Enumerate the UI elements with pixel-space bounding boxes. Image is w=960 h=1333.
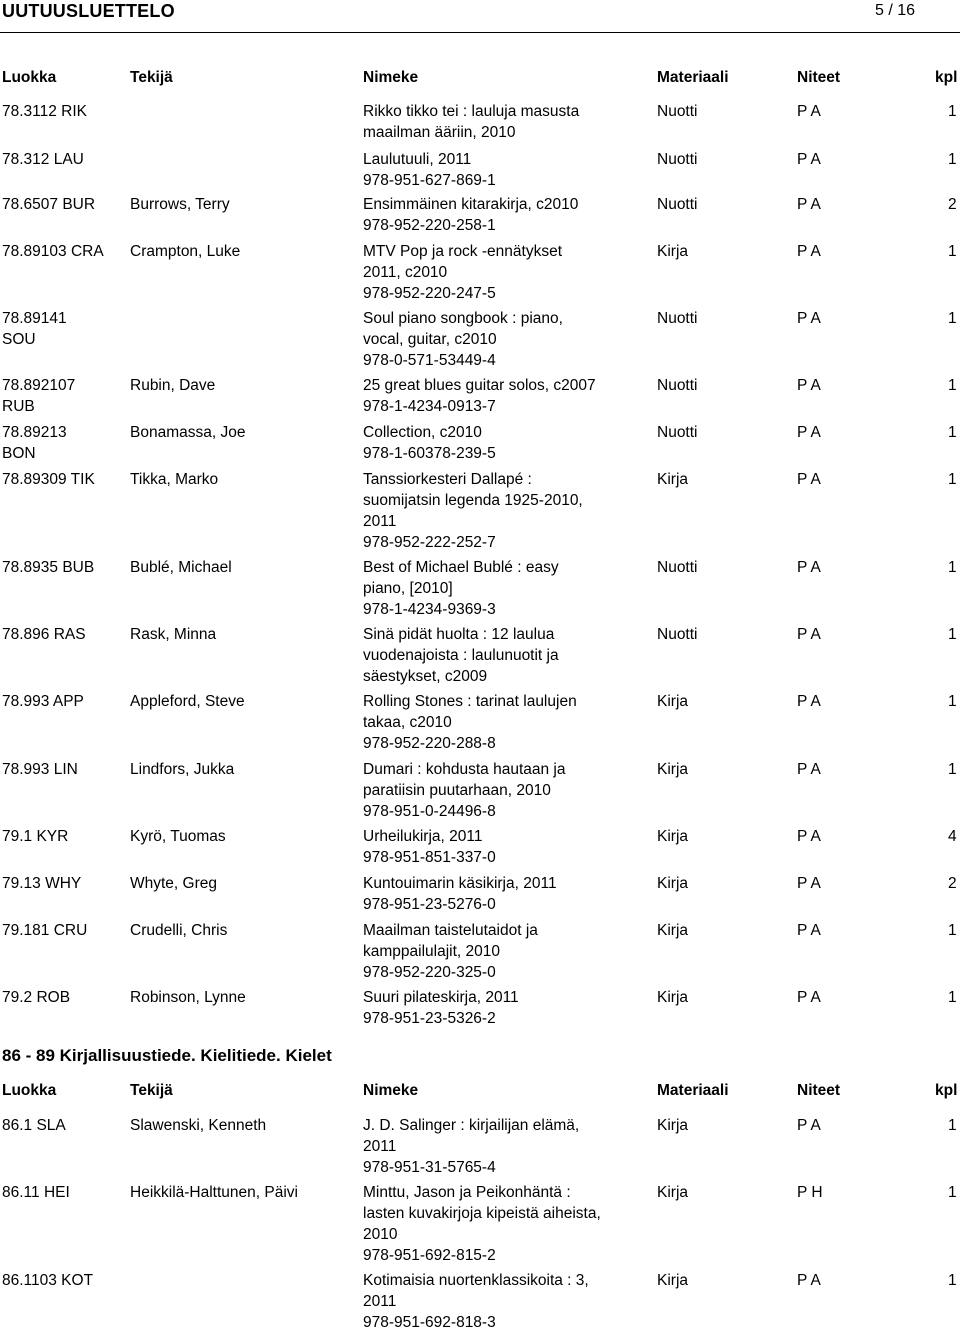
page-number: 5 / 16 xyxy=(874,2,915,19)
author: Slawenski, Kenneth xyxy=(130,1117,267,1134)
copy-count: 1 xyxy=(948,559,957,576)
class-code-line: 86.11 HEI xyxy=(2,1184,70,1201)
class-code-line: 78.993 LIN xyxy=(2,761,78,778)
title-isbn-line: 978-1-60378-239-5 xyxy=(363,445,496,462)
title-isbn xyxy=(363,826,496,868)
material-type: Nuotti xyxy=(657,626,698,643)
class-code xyxy=(2,920,87,941)
class-code xyxy=(2,308,67,350)
title-isbn-line: 978-1-4234-0913-7 xyxy=(363,398,496,415)
title-isbn-line: piano, [2010] xyxy=(363,580,453,597)
author: Kyrö, Tuomas xyxy=(130,828,226,845)
class-code-line: 78.8935 BUB xyxy=(2,559,95,576)
copy-count: 4 xyxy=(948,828,957,845)
title-isbn-line: 978-951-851-337-0 xyxy=(363,849,496,866)
column-header-nimeke: Nimeke xyxy=(363,69,419,86)
title-isbn-line: Rolling Stones : tarinat laulujen xyxy=(363,693,577,710)
title-isbn-line: 978-951-0-24496-8 xyxy=(363,803,496,820)
class-code-line: 78.89309 TIK xyxy=(2,471,95,488)
material-type: Kirja xyxy=(657,828,689,845)
title-isbn-line: Maailman taistelutaidot ja xyxy=(363,922,538,939)
material-type: Kirja xyxy=(657,1272,689,1289)
title-isbn-line: suomijatsin legenda 1925-2010, xyxy=(363,492,583,509)
copy-count: 1 xyxy=(948,1117,957,1134)
title-isbn xyxy=(363,1270,589,1333)
class-code xyxy=(2,101,87,122)
copy-count: 1 xyxy=(948,424,957,441)
copies-location: P A xyxy=(797,151,821,168)
material-type: Nuotti xyxy=(657,377,698,394)
copy-count: 2 xyxy=(948,875,957,892)
author: Whyte, Greg xyxy=(130,875,217,892)
class-code-line: 78.89213 xyxy=(2,424,67,441)
title-isbn-line: 978-1-4234-9369-3 xyxy=(363,601,496,618)
title-isbn-line: Laulutuuli, 2011 xyxy=(363,151,472,168)
copy-count: 1 xyxy=(948,761,957,778)
copies-location: P A xyxy=(797,922,821,939)
title-isbn-line: 978-951-23-5276-0 xyxy=(363,896,496,913)
title-isbn-line: Best of Michael Bublé : easy xyxy=(363,559,559,576)
document-title: UUTUUSLUETTELO xyxy=(2,1,175,21)
copies-location: P A xyxy=(797,103,821,120)
material-type: Kirja xyxy=(657,989,689,1006)
title-isbn-line: Suuri pilateskirja, 2011 xyxy=(363,989,519,1006)
copies-location: P A xyxy=(797,1272,821,1289)
class-code xyxy=(2,375,75,417)
class-code xyxy=(2,1270,93,1291)
class-code-line: 78.3112 RIK xyxy=(2,103,88,120)
title-isbn xyxy=(363,624,559,687)
copies-location: P A xyxy=(797,1117,821,1134)
material-type: Kirja xyxy=(657,471,689,488)
copies-location: P A xyxy=(797,828,821,845)
copies-location: P H xyxy=(797,1184,823,1201)
copy-count: 1 xyxy=(948,1184,957,1201)
material-type: Kirja xyxy=(657,1117,689,1134)
author: Tikka, Marko xyxy=(130,471,219,488)
copies-location: P A xyxy=(797,761,821,778)
class-code-line: 86.1103 KOT xyxy=(2,1272,94,1289)
class-code-line: 78.6507 BUR xyxy=(2,196,96,213)
title-isbn-line: Urheilukirja, 2011 xyxy=(363,828,483,845)
copies-location: P A xyxy=(797,243,821,260)
title-isbn-line: 978-952-220-247-5 xyxy=(363,285,496,302)
title-isbn xyxy=(363,987,519,1029)
title-isbn-line: maailman ääriin, 2010 xyxy=(363,124,516,141)
material-type: Kirja xyxy=(657,1184,689,1201)
copy-count: 1 xyxy=(948,626,957,643)
column-header-niteet: Niteet xyxy=(797,1082,841,1099)
title-isbn-line: MTV Pop ja rock -ennätykset xyxy=(363,243,562,260)
title-isbn-line: 2011 xyxy=(363,1138,397,1155)
column-header-kpl: kpl xyxy=(935,1082,958,1099)
title-isbn-line: Minttu, Jason ja Peikonhäntä : xyxy=(363,1184,571,1201)
class-code-line: 79.2 ROB xyxy=(2,989,71,1006)
title-isbn-line: Ensimmäinen kitarakirja, c2010 xyxy=(363,196,579,213)
title-isbn-line: Kotimaisia nuortenklassikoita : 3, xyxy=(363,1272,589,1289)
class-code xyxy=(2,241,104,262)
column-header-row xyxy=(0,69,960,91)
title-isbn-line: 978-951-692-815-2 xyxy=(363,1247,496,1264)
title-isbn-line: kamppailulajit, 2010 xyxy=(363,943,501,960)
material-type: Nuotti xyxy=(657,424,698,441)
title-isbn-line: 2011 xyxy=(363,513,397,530)
author: Bublé, Michael xyxy=(130,559,232,576)
class-code-line: 78.892107 xyxy=(2,377,76,394)
title-isbn xyxy=(363,557,559,620)
title-isbn-line: Kuntouimarin käsikirja, 2011 xyxy=(363,875,557,892)
author: Rask, Minna xyxy=(130,626,217,643)
title-isbn-line: J. D. Salinger : kirjailijan elämä, xyxy=(363,1117,580,1134)
copy-count: 1 xyxy=(948,103,957,120)
title-isbn xyxy=(363,1115,579,1178)
title-isbn-line: Sinä pidät huolta : 12 laulua xyxy=(363,626,555,643)
copies-location: P A xyxy=(797,196,821,213)
title-isbn-line: 978-952-220-258-1 xyxy=(363,217,496,234)
copies-location: P A xyxy=(797,989,821,1006)
section-title: 86 - 89 Kirjallisuustiede. Kielitiede. Kielet xyxy=(2,1046,332,1065)
title-isbn xyxy=(363,422,496,464)
class-code xyxy=(2,557,94,578)
title-isbn xyxy=(363,469,583,553)
title-isbn-line: Rikko tikko tei : lauluja masusta xyxy=(363,103,580,120)
title-isbn xyxy=(363,691,577,754)
class-code xyxy=(2,759,78,780)
class-code-line: 78.993 APP xyxy=(2,693,84,710)
copy-count: 1 xyxy=(948,243,957,260)
copies-location: P A xyxy=(797,626,821,643)
column-header-luokka: Luokka xyxy=(2,69,57,86)
class-code-line: 79.13 WHY xyxy=(2,875,82,892)
class-code xyxy=(2,469,95,490)
column-header-nimeke: Nimeke xyxy=(363,1082,419,1099)
class-code xyxy=(2,422,67,464)
title-isbn xyxy=(363,241,562,304)
class-code-line: 86.1 SLA xyxy=(2,1117,66,1134)
copy-count: 1 xyxy=(948,989,957,1006)
column-header-tekija: Tekijä xyxy=(130,1082,173,1099)
title-isbn-line: vocal, guitar, c2010 xyxy=(363,331,497,348)
author: Rubin, Dave xyxy=(130,377,216,394)
class-code xyxy=(2,149,84,170)
copies-location: P A xyxy=(797,875,821,892)
class-code xyxy=(2,1182,70,1203)
copies-location: P A xyxy=(797,377,821,394)
class-code-line: 78.89141 xyxy=(2,310,67,327)
class-code-line: 79.181 CRU xyxy=(2,922,88,939)
material-type: Kirja xyxy=(657,875,689,892)
material-type: Nuotti xyxy=(657,559,698,576)
title-isbn-line: 978-952-222-252-7 xyxy=(363,534,496,551)
title-isbn xyxy=(363,920,538,983)
author: Crampton, Luke xyxy=(130,243,241,260)
author: Heikkilä-Halttunen, Päivi xyxy=(130,1184,298,1201)
title-isbn-line: 2010 xyxy=(363,1226,398,1243)
copy-count: 1 xyxy=(948,310,957,327)
title-isbn-line: Collection, c2010 xyxy=(363,424,482,441)
material-type: Kirja xyxy=(657,693,689,710)
title-isbn-line: paratiisin puutarhaan, 2010 xyxy=(363,782,551,799)
material-type: Kirja xyxy=(657,922,689,939)
title-isbn-line: lasten kuvakirjoja kipeistä aiheista, xyxy=(363,1205,601,1222)
author: Bonamassa, Joe xyxy=(130,424,246,441)
title-isbn-line: 978-951-692-818-3 xyxy=(363,1314,496,1331)
class-code xyxy=(2,987,70,1008)
material-type: Nuotti xyxy=(657,103,698,120)
title-isbn-line: Tanssiorkesteri Dallapé : xyxy=(363,471,532,488)
column-header-kpl: kpl xyxy=(935,69,958,86)
title-isbn-line: 2011, c2010 xyxy=(363,264,448,281)
column-header-luokka: Luokka xyxy=(2,1082,57,1099)
title-isbn-line: säestykset, c2009 xyxy=(363,668,488,685)
column-header-materiaali: Materiaali xyxy=(657,1082,729,1099)
column-header-niteet: Niteet xyxy=(797,69,841,86)
material-type: Kirja xyxy=(657,761,689,778)
title-isbn-line: 978-951-31-5765-4 xyxy=(363,1159,496,1176)
author: Lindfors, Jukka xyxy=(130,761,235,778)
header-rule xyxy=(0,32,960,33)
class-code-line: 78.89103 CRA xyxy=(2,243,104,260)
title-isbn-line: 2011 xyxy=(363,1293,397,1310)
class-code-line: RUB xyxy=(2,398,35,415)
class-code xyxy=(2,624,86,645)
class-code-line: BON xyxy=(2,445,36,462)
material-type: Nuotti xyxy=(657,196,698,213)
title-isbn-line: 25 great blues guitar solos, c2007 xyxy=(363,377,596,394)
title-isbn xyxy=(363,101,579,143)
copies-location: P A xyxy=(797,310,821,327)
copy-count: 1 xyxy=(948,151,957,168)
title-isbn xyxy=(363,194,578,236)
class-code-line: 79.1 KYR xyxy=(2,828,69,845)
copy-count: 1 xyxy=(948,377,957,394)
class-code xyxy=(2,826,68,847)
copy-count: 1 xyxy=(948,471,957,488)
title-isbn-line: vuodenajoista : laulunuotit ja xyxy=(363,647,559,664)
author: Crudelli, Chris xyxy=(130,922,228,939)
copies-location: P A xyxy=(797,559,821,576)
copy-count: 1 xyxy=(948,922,957,939)
column-header-materiaali: Materiaali xyxy=(657,69,729,86)
copy-count: 1 xyxy=(948,1272,957,1289)
title-isbn-line: 978-951-23-5326-2 xyxy=(363,1010,496,1027)
class-code-line: SOU xyxy=(2,331,36,348)
title-isbn-line: 978-952-220-325-0 xyxy=(363,964,496,981)
title-isbn xyxy=(363,759,565,822)
class-code xyxy=(2,194,95,215)
author: Appleford, Steve xyxy=(130,693,245,710)
material-type: Kirja xyxy=(657,243,689,260)
class-code-line: 78.312 LAU xyxy=(2,151,84,168)
column-header-tekija: Tekijä xyxy=(130,69,173,86)
title-isbn xyxy=(363,149,496,191)
class-code xyxy=(2,873,81,894)
class-code xyxy=(2,1115,66,1136)
copy-count: 2 xyxy=(948,196,957,213)
title-isbn xyxy=(363,375,596,417)
copies-location: P A xyxy=(797,471,821,488)
title-isbn-line: 978-0-571-53449-4 xyxy=(363,352,496,369)
column-header-row-2 xyxy=(0,1082,960,1104)
material-type: Nuotti xyxy=(657,310,698,327)
title-isbn-line: Dumari : kohdusta hautaan ja xyxy=(363,761,566,778)
title-isbn xyxy=(363,873,557,915)
title-isbn-line: 978-951-627-869-1 xyxy=(363,172,496,189)
title-isbn-line: Soul piano songbook : piano, xyxy=(363,310,563,327)
material-type: Nuotti xyxy=(657,151,698,168)
author: Burrows, Terry xyxy=(130,196,230,213)
title-isbn-line: 978-952-220-288-8 xyxy=(363,735,496,752)
class-code xyxy=(2,691,84,712)
copies-location: P A xyxy=(797,424,821,441)
author: Robinson, Lynne xyxy=(130,989,246,1006)
copy-count: 1 xyxy=(948,693,957,710)
title-isbn xyxy=(363,1182,601,1266)
title-isbn-line: takaa, c2010 xyxy=(363,714,452,731)
copies-location: P A xyxy=(797,693,821,710)
title-isbn xyxy=(363,308,563,371)
class-code-line: 78.896 RAS xyxy=(2,626,86,643)
